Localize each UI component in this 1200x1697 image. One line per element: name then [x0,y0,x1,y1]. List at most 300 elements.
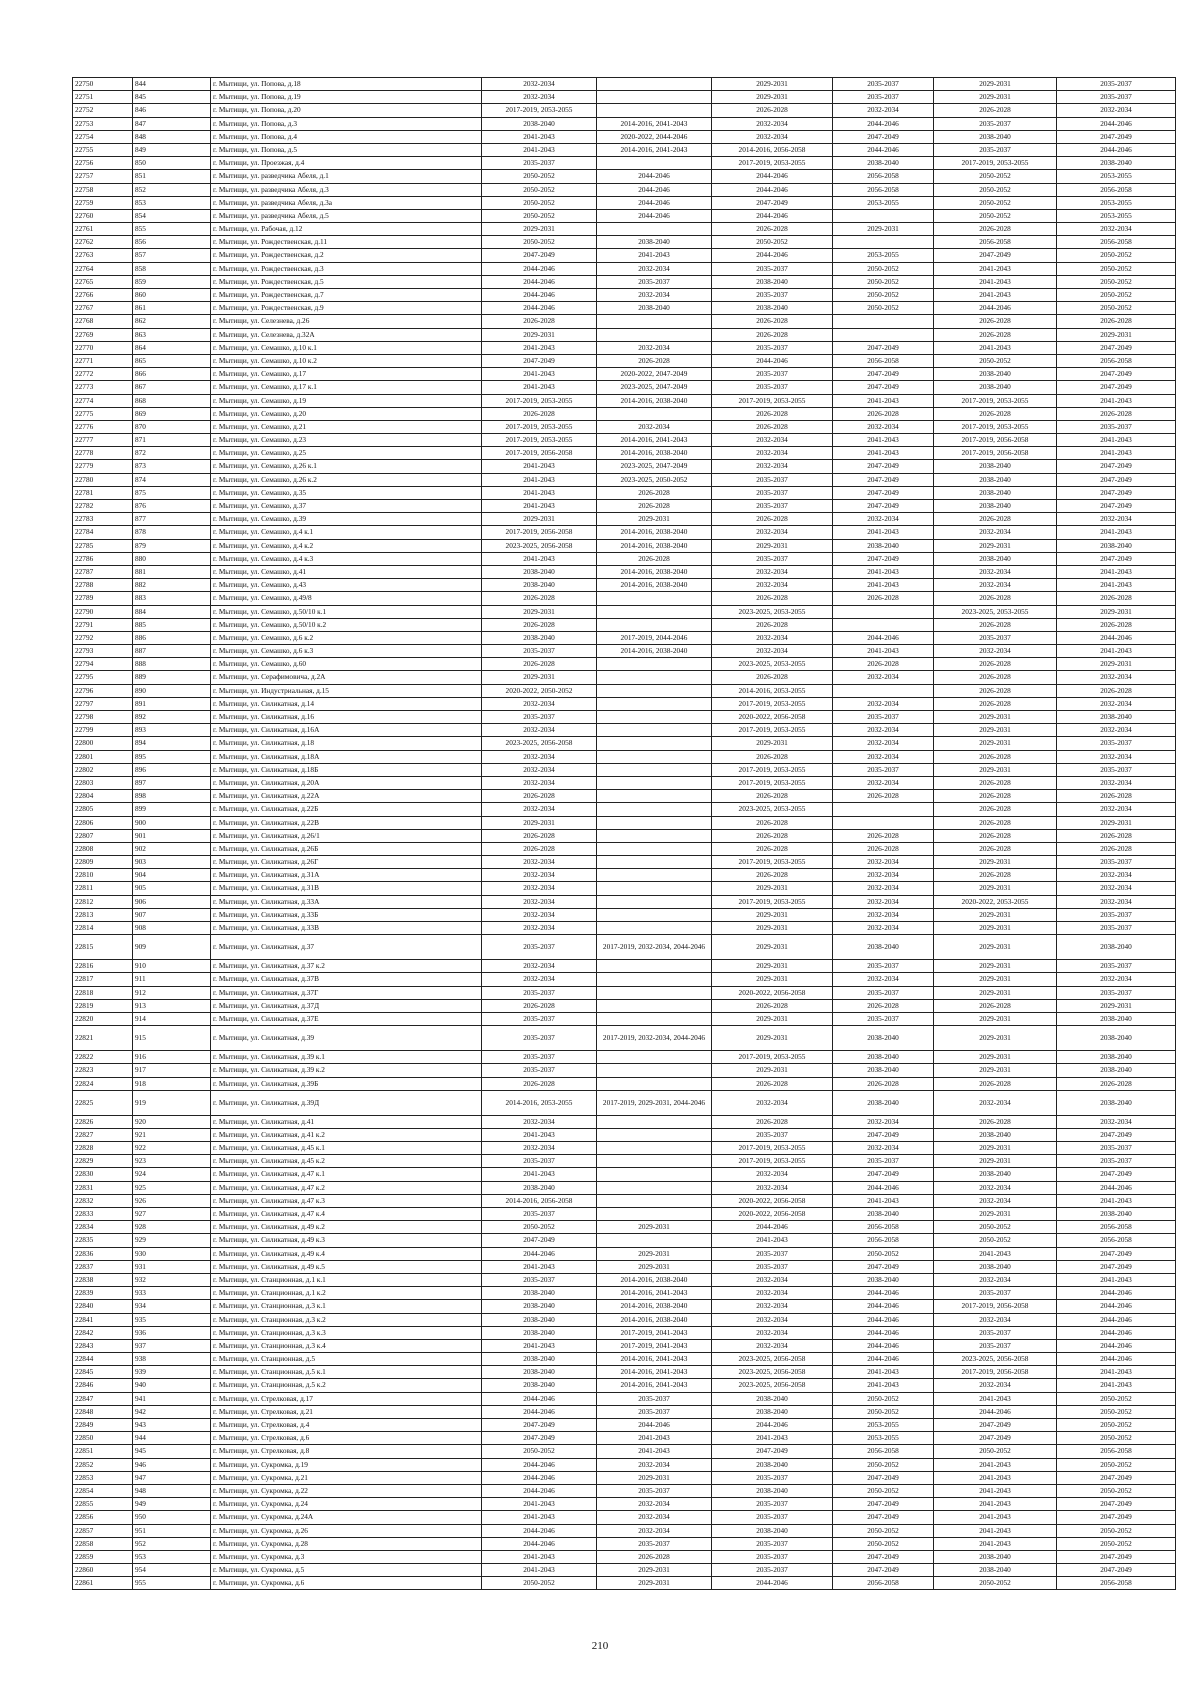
address-cell: г. Мытищи, ул. Станционная, д.3 к.3 [211,1326,482,1339]
period-col-5-cell: 2029-2031 [934,922,1057,935]
table-row [73,565,1176,578]
period-col-5-cell: 2041-2043 [934,1484,1057,1497]
address-cell: г. Мытищи, ул. Стрелковая, д.21 [211,1405,482,1418]
house-number-cell: 846 [133,104,211,117]
period-col-1-cell: 2026-2028 [482,618,597,631]
row-id-cell: 22772 [73,368,133,381]
period-col-3-cell: 2029-2031 [712,935,833,960]
row-id-cell: 22783 [73,513,133,526]
period-col-4-cell: 2032-2034 [833,750,934,763]
period-col-1-cell: 2047-2049 [482,1432,597,1445]
house-number-cell: 889 [133,671,211,684]
row-id-cell: 22786 [73,552,133,565]
period-col-6-cell: 2056-2058 [1057,1234,1176,1247]
period-col-6-cell: 2053-2055 [1057,170,1176,183]
period-col-5-cell: 2050-2052 [934,196,1057,209]
address-cell: г. Мытищи, ул. Силикатная, д.45 к.2 [211,1155,482,1168]
period-col-5-cell: 2038-2040 [934,130,1057,143]
period-col-6-cell: 2056-2058 [1057,1221,1176,1234]
period-col-6-cell: 2026-2028 [1057,618,1176,631]
period-col-1-cell: 2041-2043 [482,368,597,381]
period-col-6-cell: 2029-2031 [1057,328,1176,341]
period-col-4-cell: 2038-2040 [833,1064,934,1077]
house-number-cell: 919 [133,1090,211,1115]
period-col-2-cell [597,1012,712,1025]
house-number-cell: 864 [133,341,211,354]
period-col-4-cell [833,605,934,618]
period-col-5-cell: 2017-2019, 2053-2055 [934,157,1057,170]
address-cell: г. Мытищи, ул. Силикатная, д.18 [211,737,482,750]
table-row [73,223,1176,236]
period-col-5-cell: 2026-2028 [934,658,1057,671]
table-row [73,249,1176,262]
period-col-3-cell: 2035-2037 [712,381,833,394]
row-id-cell: 22762 [73,236,133,249]
period-col-5-cell: 2032-2034 [934,1379,1057,1392]
period-col-6-cell: 2041-2043 [1057,1366,1176,1379]
address-cell: г. Мытищи, ул. Сукромка, д.3 [211,1550,482,1563]
table-row [73,368,1176,381]
house-number-cell: 886 [133,631,211,644]
period-col-5-cell: 2026-2028 [934,999,1057,1012]
address-cell: г. Мытищи, ул. Сукромка, д.21 [211,1471,482,1484]
house-number-cell: 901 [133,829,211,842]
table-row [73,104,1176,117]
table-row [73,882,1176,895]
house-number-cell: 867 [133,381,211,394]
table-row [73,1524,1176,1537]
period-col-5-cell: 2026-2028 [934,223,1057,236]
period-col-6-cell: 2044-2046 [1057,1287,1176,1300]
table-row [73,724,1176,737]
row-id-cell: 22763 [73,249,133,262]
table-row [73,1458,1176,1471]
period-col-4-cell: 2044-2046 [833,631,934,644]
period-col-5-cell: 2050-2052 [934,1445,1057,1458]
period-col-4-cell: 2026-2028 [833,842,934,855]
period-col-3-cell: 2035-2037 [712,1511,833,1524]
period-col-3-cell: 2017-2019, 2053-2055 [712,394,833,407]
address-cell: г. Мытищи, ул. Стрелковая, д.6 [211,1432,482,1445]
period-col-3-cell: 2041-2043 [712,1234,833,1247]
period-col-3-cell: 2023-2025, 2053-2055 [712,605,833,618]
period-col-5-cell: 2032-2034 [934,1181,1057,1194]
period-col-2-cell [597,315,712,328]
period-col-4-cell: 2047-2049 [833,130,934,143]
row-id-cell: 22771 [73,354,133,367]
period-col-4-cell [833,618,934,631]
row-id-cell: 22816 [73,960,133,973]
period-col-1-cell: 2038-2040 [482,631,597,644]
house-number-cell: 892 [133,711,211,724]
period-col-5-cell: 2038-2040 [934,552,1057,565]
row-id-cell: 22789 [73,592,133,605]
period-col-1-cell: 2032-2034 [482,724,597,737]
period-col-4-cell: 2032-2034 [833,737,934,750]
period-col-4-cell: 2041-2043 [833,1194,934,1207]
period-col-6-cell: 2050-2052 [1057,249,1176,262]
period-col-5-cell: 2026-2028 [934,328,1057,341]
period-col-4-cell: 2026-2028 [833,658,934,671]
period-col-6-cell: 2050-2052 [1057,1392,1176,1405]
house-number-cell: 945 [133,1445,211,1458]
period-col-3-cell: 2044-2046 [712,1577,833,1590]
period-col-1-cell: 2032-2034 [482,1115,597,1128]
table-row [73,1471,1176,1484]
period-col-3-cell: 2017-2019, 2053-2055 [712,697,833,710]
period-col-5-cell: 2026-2028 [934,618,1057,631]
table-row [73,157,1176,170]
table-row [73,618,1176,631]
period-col-1-cell: 2038-2040 [482,1379,597,1392]
table-row [73,1511,1176,1524]
row-id-cell: 22780 [73,473,133,486]
table-row [73,1419,1176,1432]
period-col-1-cell: 2041-2043 [482,1260,597,1273]
period-col-5-cell: 2035-2037 [934,1339,1057,1352]
period-col-1-cell: 2032-2034 [482,960,597,973]
table-row [73,856,1176,869]
table-row [73,513,1176,526]
period-col-6-cell: 2032-2034 [1057,513,1176,526]
period-col-4-cell: 2041-2043 [833,434,934,447]
table-row [73,1234,1176,1247]
table-row [73,1577,1176,1590]
period-col-6-cell: 2041-2043 [1057,526,1176,539]
period-col-4-cell: 2041-2043 [833,579,934,592]
period-col-5-cell: 2038-2040 [934,368,1057,381]
row-id-cell: 22857 [73,1524,133,1537]
period-col-2-cell: 2017-2019, 2029-2031, 2044-2046 [597,1090,712,1115]
period-col-2-cell: 2014-2016, 2041-2043 [597,1366,712,1379]
period-col-2-cell: 2038-2040 [597,236,712,249]
period-col-1-cell: 2032-2034 [482,776,597,789]
period-col-3-cell: 2029-2031 [712,908,833,921]
period-col-1-cell: 2035-2037 [482,1064,597,1077]
period-col-5-cell: 2041-2043 [934,341,1057,354]
house-number-cell: 912 [133,986,211,999]
period-col-1-cell: 2041-2043 [482,130,597,143]
period-col-4-cell: 2026-2028 [833,407,934,420]
row-id-cell: 22813 [73,908,133,921]
table-row [73,1445,1176,1458]
period-col-5-cell: 2029-2031 [934,724,1057,737]
period-col-6-cell: 2047-2049 [1057,1564,1176,1577]
row-id-cell: 22787 [73,565,133,578]
house-number-cell: 869 [133,407,211,420]
house-number-cell: 947 [133,1471,211,1484]
period-col-1-cell: 2035-2037 [482,986,597,999]
period-col-5-cell: 2041-2043 [934,1458,1057,1471]
period-col-2-cell [597,724,712,737]
period-col-1-cell: 2029-2031 [482,816,597,829]
period-col-3-cell: 2035-2037 [712,368,833,381]
row-id-cell: 22785 [73,539,133,552]
period-col-6-cell: 2056-2058 [1057,183,1176,196]
period-col-4-cell: 2038-2040 [833,1273,934,1286]
row-id-cell: 22806 [73,816,133,829]
address-cell: г. Мытищи, ул. Силикатная, д.39Д [211,1090,482,1115]
period-col-2-cell: 2014-2016, 2038-2040 [597,447,712,460]
period-col-3-cell: 2017-2019, 2053-2055 [712,856,833,869]
period-col-3-cell: 2029-2031 [712,91,833,104]
address-cell: г. Мытищи, ул. Силикатная, д.39 к.1 [211,1051,482,1064]
table-row [73,170,1176,183]
table-row [73,737,1176,750]
house-number-cell: 903 [133,856,211,869]
period-col-5-cell: 2026-2028 [934,592,1057,605]
period-col-6-cell: 2050-2052 [1057,1432,1176,1445]
period-col-2-cell [597,803,712,816]
table-row [73,130,1176,143]
period-col-6-cell: 2044-2046 [1057,1353,1176,1366]
period-col-1-cell: 2026-2028 [482,999,597,1012]
house-number-cell: 935 [133,1313,211,1326]
period-col-4-cell: 2047-2049 [833,1564,934,1577]
house-number-cell: 900 [133,816,211,829]
period-col-4-cell: 2050-2052 [833,1405,934,1418]
row-id-cell: 22859 [73,1550,133,1563]
period-col-1-cell: 2017-2019, 2053-2055 [482,420,597,433]
table-row [73,1484,1176,1497]
address-cell: г. Мытищи, ул. Сукромка, д.24А [211,1511,482,1524]
period-col-1-cell: 2026-2028 [482,315,597,328]
period-col-2-cell [597,1128,712,1141]
period-col-2-cell: 2041-2043 [597,249,712,262]
address-cell: г. Мытищи, ул. Силикатная, д.16А [211,724,482,737]
address-cell: г. Мытищи, ул. Силикатная, д.26Г [211,856,482,869]
period-col-2-cell: 2029-2031 [597,1577,712,1590]
period-col-5-cell: 2032-2034 [934,1090,1057,1115]
period-col-2-cell: 2035-2037 [597,1392,712,1405]
period-col-5-cell: 2029-2031 [934,908,1057,921]
address-cell: г. Мытищи, ул. Сукромка, д.19 [211,1458,482,1471]
period-col-6-cell: 2032-2034 [1057,869,1176,882]
period-col-1-cell: 2038-2040 [482,565,597,578]
period-col-6-cell: 2038-2040 [1057,711,1176,724]
period-col-4-cell: 2044-2046 [833,1300,934,1313]
period-col-1-cell: 2041-2043 [482,143,597,156]
period-col-1-cell: 2026-2028 [482,842,597,855]
house-number-cell: 952 [133,1537,211,1550]
period-col-1-cell: 2044-2046 [482,289,597,302]
period-col-3-cell: 2026-2028 [712,869,833,882]
period-col-6-cell: 2047-2049 [1057,1550,1176,1563]
address-cell: г. Мытищи, ул. Рождественская, д.3 [211,262,482,275]
period-col-6-cell: 2032-2034 [1057,803,1176,816]
row-id-cell: 22822 [73,1051,133,1064]
address-cell: г. Мытищи, ул. Рождественская, д.2 [211,249,482,262]
row-id-cell: 22856 [73,1511,133,1524]
table-row [73,1339,1176,1352]
house-number-cell: 904 [133,869,211,882]
row-id-cell: 22827 [73,1128,133,1141]
row-id-cell: 22752 [73,104,133,117]
period-col-2-cell [597,157,712,170]
period-col-2-cell [597,1181,712,1194]
period-col-3-cell: 2020-2022, 2056-2058 [712,1208,833,1221]
period-col-1-cell: 2050-2052 [482,183,597,196]
table-row [73,328,1176,341]
address-cell: г. Мытищи, ул. Силикатная, д.31А [211,869,482,882]
period-col-3-cell: 2035-2037 [712,552,833,565]
address-cell: г. Мытищи, ул. Силикатная, д.47 к.4 [211,1208,482,1221]
period-col-4-cell [833,328,934,341]
address-cell: г. Мытищи, ул. Рождественская, д.5 [211,275,482,288]
period-col-6-cell: 2032-2034 [1057,697,1176,710]
period-col-2-cell: 2029-2031 [597,1221,712,1234]
period-col-3-cell: 2023-2025, 2056-2058 [712,1379,833,1392]
period-col-1-cell: 2050-2052 [482,1221,597,1234]
period-col-5-cell: 2050-2052 [934,354,1057,367]
address-cell: г. Мытищи, ул. Проезжая, д.4 [211,157,482,170]
period-col-2-cell [597,1051,712,1064]
period-col-2-cell [597,78,712,91]
period-col-2-cell [597,763,712,776]
row-id-cell: 22858 [73,1537,133,1550]
period-col-5-cell: 2026-2028 [934,750,1057,763]
table-row [73,196,1176,209]
period-col-6-cell: 2032-2034 [1057,671,1176,684]
period-col-1-cell: 2035-2037 [482,1051,597,1064]
period-col-1-cell: 2029-2031 [482,513,597,526]
house-number-cell: 941 [133,1392,211,1405]
house-number-cell: 854 [133,209,211,222]
house-number-cell: 933 [133,1287,211,1300]
period-col-6-cell: 2029-2031 [1057,605,1176,618]
row-id-cell: 22825 [73,1090,133,1115]
table-row [73,275,1176,288]
period-col-4-cell: 2044-2046 [833,117,934,130]
period-col-6-cell: 2038-2040 [1057,1064,1176,1077]
period-col-5-cell: 2026-2028 [934,1115,1057,1128]
address-cell: г. Мытищи, ул. разведчика Абеля, д.1 [211,170,482,183]
row-id-cell: 22781 [73,486,133,499]
period-col-4-cell: 2056-2058 [833,1445,934,1458]
row-id-cell: 22774 [73,394,133,407]
period-col-6-cell: 2026-2028 [1057,315,1176,328]
table-row [73,1366,1176,1379]
house-number-cell: 856 [133,236,211,249]
period-col-1-cell: 2032-2034 [482,973,597,986]
address-cell: г. Мытищи, ул. Семашко, д.19 [211,394,482,407]
house-number-cell: 915 [133,1026,211,1051]
period-col-5-cell: 2038-2040 [934,381,1057,394]
period-col-3-cell: 2017-2019, 2053-2055 [712,1142,833,1155]
period-col-4-cell: 2026-2028 [833,790,934,803]
table-row [73,500,1176,513]
house-number-cell: 936 [133,1326,211,1339]
address-cell: г. Мытищи, ул. Силикатная, д.45 к.1 [211,1142,482,1155]
address-cell: г. Мытищи, ул. Силикатная, д.47 к.3 [211,1194,482,1207]
period-col-1-cell: 2044-2046 [482,1537,597,1550]
period-col-5-cell: 2050-2052 [934,170,1057,183]
period-col-4-cell: 2038-2040 [833,1090,934,1115]
house-number-cell: 871 [133,434,211,447]
row-id-cell: 22764 [73,262,133,275]
period-col-4-cell: 2026-2028 [833,829,934,842]
period-col-2-cell: 2041-2043 [597,1445,712,1458]
address-cell: г. Мытищи, ул. Силикатная, д.22В [211,816,482,829]
period-col-5-cell: 2029-2031 [934,91,1057,104]
period-col-5-cell: 2041-2043 [934,1392,1057,1405]
period-col-4-cell: 2032-2034 [833,1115,934,1128]
house-number-cell: 923 [133,1155,211,1168]
period-col-2-cell: 2017-2019, 2041-2043 [597,1326,712,1339]
period-col-3-cell: 2032-2034 [712,1313,833,1326]
period-col-3-cell: 2026-2028 [712,842,833,855]
address-cell: г. Мытищи, ул. Селезнева, д.32А [211,328,482,341]
period-col-1-cell: 2041-2043 [482,341,597,354]
period-col-2-cell [597,922,712,935]
period-col-6-cell: 2047-2049 [1057,460,1176,473]
period-col-3-cell: 2038-2040 [712,1392,833,1405]
period-col-6-cell: 2035-2037 [1057,763,1176,776]
period-col-3-cell: 2035-2037 [712,1128,833,1141]
table-row [73,1300,1176,1313]
table-row [73,1273,1176,1286]
period-col-4-cell: 2056-2058 [833,183,934,196]
period-col-3-cell: 2026-2028 [712,750,833,763]
period-col-1-cell: 2038-2040 [482,1366,597,1379]
period-col-4-cell: 2050-2052 [833,1524,934,1537]
period-col-1-cell: 2035-2037 [482,1273,597,1286]
period-col-2-cell [597,223,712,236]
table-row [73,1498,1176,1511]
house-number-cell: 940 [133,1379,211,1392]
period-col-4-cell: 2035-2037 [833,1155,934,1168]
house-number-cell: 862 [133,315,211,328]
row-id-cell: 22823 [73,1064,133,1077]
address-cell: г. Мытищи, ул. Попова, д.19 [211,91,482,104]
period-col-4-cell: 2047-2049 [833,381,934,394]
row-id-cell: 22782 [73,500,133,513]
period-col-6-cell: 2047-2049 [1057,1471,1176,1484]
period-col-4-cell: 2032-2034 [833,895,934,908]
table-row [73,631,1176,644]
period-col-5-cell: 2017-2019, 2053-2055 [934,394,1057,407]
period-col-2-cell: 2014-2016, 2038-2040 [597,394,712,407]
table-row [73,486,1176,499]
period-col-2-cell: 2044-2046 [597,183,712,196]
period-col-5-cell: 2017-2019, 2053-2055 [934,420,1057,433]
row-id-cell: 22753 [73,117,133,130]
address-cell: г. Мытищи, ул. Селезнева, д.26 [211,315,482,328]
period-col-4-cell [833,684,934,697]
row-id-cell: 22854 [73,1484,133,1497]
period-col-2-cell [597,1194,712,1207]
period-col-5-cell: 2038-2040 [934,1260,1057,1273]
period-col-3-cell: 2041-2043 [712,1432,833,1445]
period-col-2-cell: 2041-2043 [597,1432,712,1445]
period-col-5-cell: 2023-2025, 2056-2058 [934,1353,1057,1366]
period-col-5-cell: 2029-2031 [934,856,1057,869]
row-id-cell: 22842 [73,1326,133,1339]
table-row [73,1142,1176,1155]
period-col-3-cell: 2035-2037 [712,486,833,499]
period-col-3-cell: 2032-2034 [712,631,833,644]
period-col-6-cell: 2032-2034 [1057,724,1176,737]
row-id-cell: 22795 [73,671,133,684]
row-id-cell: 22830 [73,1168,133,1181]
period-col-4-cell: 2035-2037 [833,711,934,724]
house-number-cell: 849 [133,143,211,156]
period-col-1-cell: 2032-2034 [482,1142,597,1155]
row-id-cell: 22839 [73,1287,133,1300]
period-col-4-cell: 2029-2031 [833,223,934,236]
period-col-2-cell: 2014-2016, 2041-2043 [597,143,712,156]
period-col-6-cell: 2029-2031 [1057,658,1176,671]
